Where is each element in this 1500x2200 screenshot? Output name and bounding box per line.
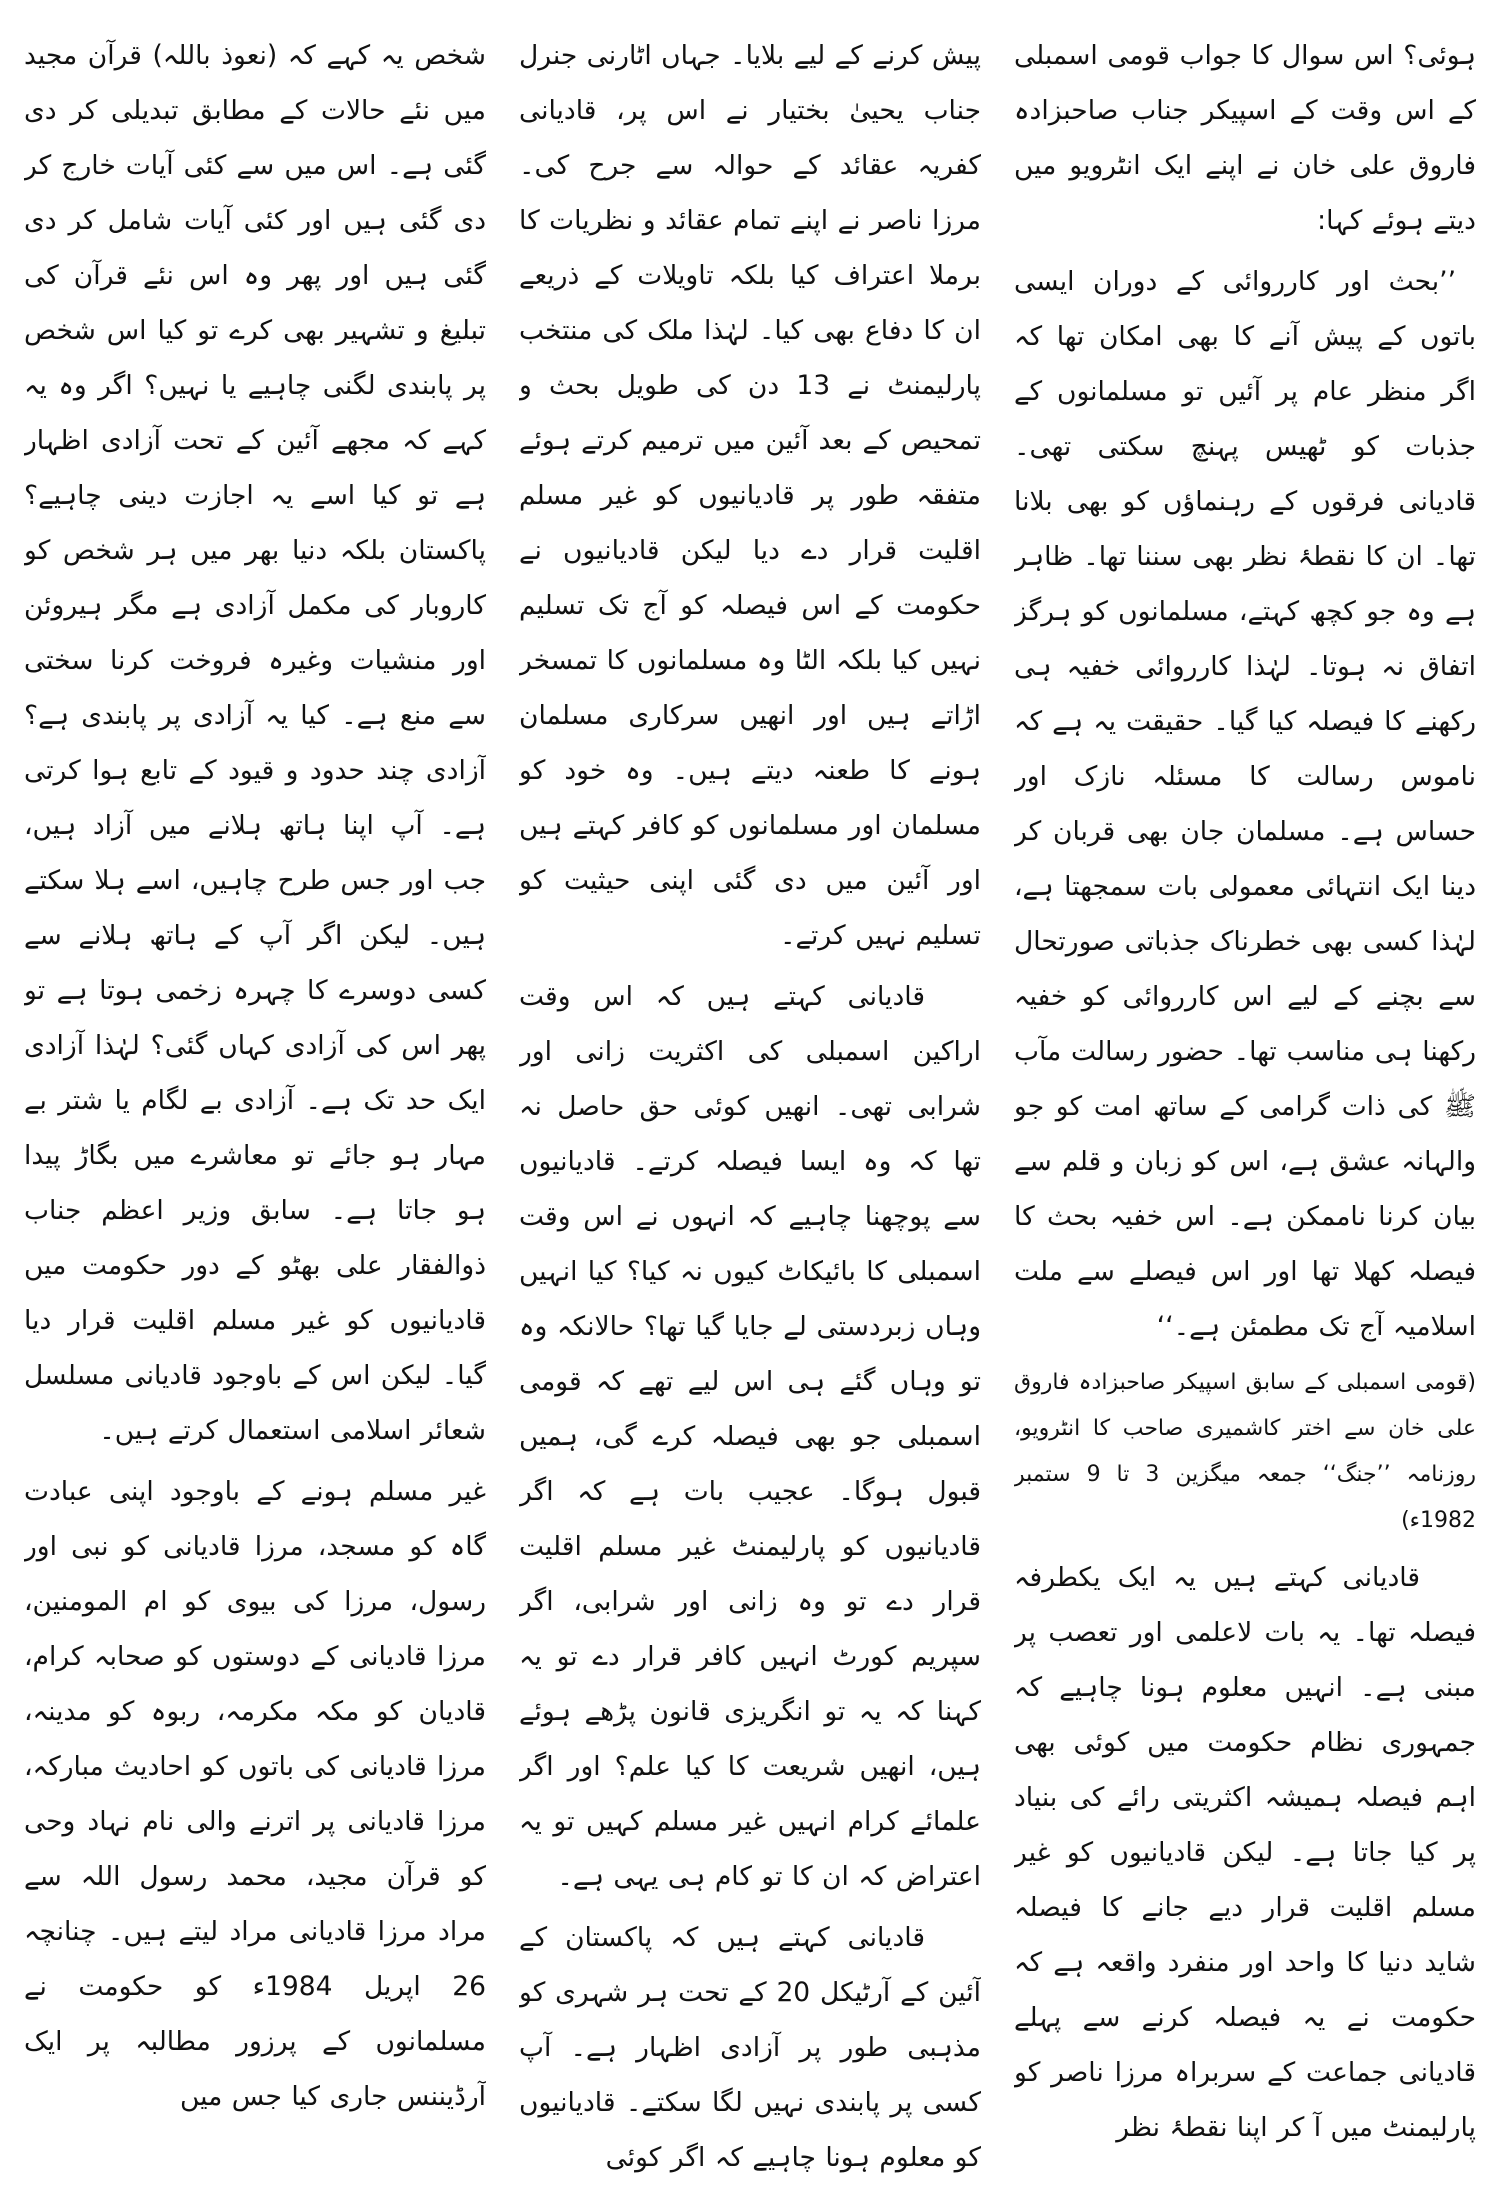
column-paragraph: پیش کرنے کے لیے بلایا۔ جہاں اٹارنی جنرل جناب یحییٰ بختیار نے اس پر، قادیانی کفریہ عقائد کے حوالہ سے جرح کی۔ مرزا ناصر نے اپنے تمام عقائد و نظریات کا برملا اعتراف کیا بلکہ تاویلات کے ذریعے ان کا دفاع بھی کیا۔ لہٰذا ملک کی منتخب پارلیمنٹ نے 13 دن کی طویل بحث و تمحیص کے بعد آئین میں ترمیم کرتے ہوئے متفقہ طور پر قادیانیوں کو غیر مسلم اقلیت قرار دے دیا لیکن قادیانیوں نے حکومت کے اس فیصلہ کو آج تک تسلیم نہیں کیا بلکہ الٹا وہ مسلمانوں کا تمسخر اڑاتے ہیں اور انھیں سرکاری مسلمان ہونے کا طعنہ دیتے ہیں۔ وہ خود کو مسلمان اور مسلمانوں کو کافر کہتے ہیں اور آئین میں دی گئی اپنی حیثیت کو تسلیم نہیں کرتے۔ [519,40,981,951]
column-paragraph: غیر مسلم ہونے کے باوجود اپنی عبادت گاہ کو مسجد، مرزا قادیانی کو نبی اور رسول، مرزا کی بیوی کو ام المومنین، مرزا قادیانی کے دوستوں کو صحابہ کرام، قادیان کو مکہ مکرمہ، ربوہ کو مدینہ، مرزا قادیانی کی باتوں کو احادیث مبارکہ، مرزا قادیانی پر اترنے والی نام نہاد وحی کو قرآن مجید، محمد رسول اللہ سے مراد مرزا قادیانی مراد لیتے ہیں۔ چنانچہ 26 اپریل 1984ء کو حکومت نے مسلمانوں کے پرزور مطالبہ پر ایک آرڈیننس جاری کیا جس میں [24,1476,486,2112]
column-paragraph: قادیانی کہتے ہیں کہ اس وقت اراکین اسمبلی کی اکثریت زانی اور شرابی تھی۔ انھیں کوئی حق حاصل نہ تھا کہ وہ ایسا فیصلہ کرتے۔ قادیانیوں سے پوچھنا چاہیے کہ انہوں نے اس وقت اسمبلی کا بائیکاٹ کیوں نہ کیا؟ کیا انہیں وہاں زبردستی لے جایا گیا تھا؟ حالانکہ وہ تو وہاں گئے ہی اس لیے تھے کہ قومی اسمبلی جو بھی فیصلہ کرے گی، ہمیں قبول ہوگا۔ عجیب بات ہے کہ اگر قادیانیوں کو پارلیمنٹ غیر مسلم اقلیت قرار دے تو وہ زانی اور شرابی، اگر سپریم کورٹ انہیں کافر قرار دے تو یہ کہنا کہ یہ تو انگریزی قانون پڑھے ہوئے ہیں، انھیں شریعت کا کیا علم؟ اور اگر علمائے کرام انہیں غیر مسلم کہیں تو یہ اعتراض کہ ان کا تو کام ہی یہی ہے۔ [519,981,981,1892]
column-paragraph: قادیانی کہتے ہیں کہ پاکستان کے آئین کے آرٹیکل 20 کے تحت ہر شہری کو مذہبی طور پر آزادی اظہار ہے۔ آپ کسی پر پابندی نہیں لگا سکتے۔ قادیانیوں کو معلوم ہونا چاہیے کہ اگر کوئی [519,1922,981,2173]
text-column-left [24,28,486,2188]
column-paragraph: شخص یہ کہے کہ (نعوذ باللہ) قرآن مجید میں نئے حالات کے مطابق تبدیلی کر دی گئی ہے۔ اس میں سے کئی آیات خارج کر دی گئی ہیں اور کئی آیات شامل کر دی گئی ہیں اور پھر وہ اس نئے قرآن کی تبلیغ و تشہیر بھی کرے تو کیا اس شخص پر پابندی لگنی چاہیے یا نہیں؟ اگر وہ یہ کہے کہ مجھے آئین کے تحت آزادی اظہار ہے تو کیا اسے یہ اجازت دینی چاہیے؟ پاکستان بلکہ دنیا بھر میں ہر شخص کو کاروبار کی مکمل آزادی ہے مگر ہیروئن اور منشیات وغیرہ فروخت کرنا سختی سے منع ہے۔ کیا یہ آزادی پر پابندی ہے؟ آزادی چند حدود و قیود کے تابع ہوا کرتی ہے۔ آپ اپنا ہاتھ ہلانے میں آزاد ہیں، جب اور جس طرح چاہیں، اسے ہلا سکتے ہیں۔ لیکن اگر آپ کے ہاتھ ہلانے سے کسی دوسرے کا چہرہ زخمی ہوتا ہے تو پھر اس کی آزادی کہاں گئی؟ لہٰذا آزادی ایک حد تک ہے۔ آزادی بے لگام یا شتر بے مہار ہو جائے تو معاشرے میں بگاڑ پیدا ہو جاتا ہے۔ سابق وزیر اعظم جناب ذوالفقار علی بھٹو کے دور حکومت میں قادیانیوں کو غیر مسلم اقلیت قرار دیا گیا۔ لیکن اس کے باوجود قادیانی مسلسل شعائر اسلامی استعمال کرتے ہیں۔ [24,40,486,1446]
citation-reference: (قومی اسمبلی کے سابق اسپیکر صاحبزادہ فاروق علی خان سے اختر کاشمیری صاحب کا انٹرویو، روزنامہ ’’جنگ‘‘ جمعہ میگزین 3 تا 9 ستمبر 1982ء) [1014,1370,1476,1533]
quoted-statement: ’’بحث اور کارروائی کے دوران ایسی باتوں کے پیش آنے کا بھی امکان تھا کہ اگر منظر عام پر آئیں تو مسلمانوں کے جذبات کو ٹھیس پہنچ سکتی تھی۔ قادیانی فرقوں کے رہنماؤں کو بھی بلانا تھا۔ ان کا نقطۂ نظر بھی سننا تھا۔ ظاہر ہے وہ جو کچھ کہتے، مسلمانوں کو ہرگز اتفاق نہ ہوتا۔ لہٰذا کارروائی خفیہ ہی رکھنے کا فیصلہ کیا گیا۔ حقیقت یہ ہے کہ ناموس رسالت کا مسئلہ نازک اور حساس ہے۔ مسلمان جان بھی قربان کر دینا ایک انتہائی معمولی بات سمجھتا ہے، لہٰذا کسی بھی خطرناک جذباتی صورتحال سے بچنے کے لیے اس کارروائی کو خفیہ رکھنا ہی مناسب تھا۔ حضور رسالت مآب ﷺ کی ذات گرامی کے ساتھ امت کو جو والہانہ عشق ہے، اس کو زبان و قلم سے بیان کرنا ناممکن ہے۔ اس خفیہ بحث کا فیصلہ کھلا تھا اور اس فیصلے سے ملت اسلامیہ آج تک مطمئن ہے۔‘‘ [1014,266,1476,1342]
text-column-right [1014,28,1476,2188]
column-paragraph: قادیانی کہتے ہیں یہ ایک یکطرفہ فیصلہ تھا۔ یہ بات لاعلمی اور تعصب پر مبنی ہے۔ انہیں معلوم ہونا چاہیے کہ جمہوری نظام حکومت میں کوئی بھی اہم فیصلہ ہمیشہ اکثریتی رائے کی بنیاد پر کیا جاتا ہے۔ لیکن قادیانیوں کو غیر مسلم اقلیت قرار دیے جانے کا فیصلہ شاید دنیا کا واحد اور منفرد واقعہ ہے کہ حکومت نے یہ فیصلہ کرنے سے پہلے قادیانی جماعت کے سربراہ مرزا ناصر کو پارلیمنٹ میں آ کر اپنا نقطۂ نظر [1014,1562,1476,2143]
text-column-middle [519,28,981,2188]
column-paragraph: ہوئی؟ اس سوال کا جواب قومی اسمبلی کے اس وقت کے اسپیکر جناب صاحبزادہ فاروق علی خان نے اپنے ایک انٹرویو میں دیتے ہوئے کہا: [1014,40,1476,236]
